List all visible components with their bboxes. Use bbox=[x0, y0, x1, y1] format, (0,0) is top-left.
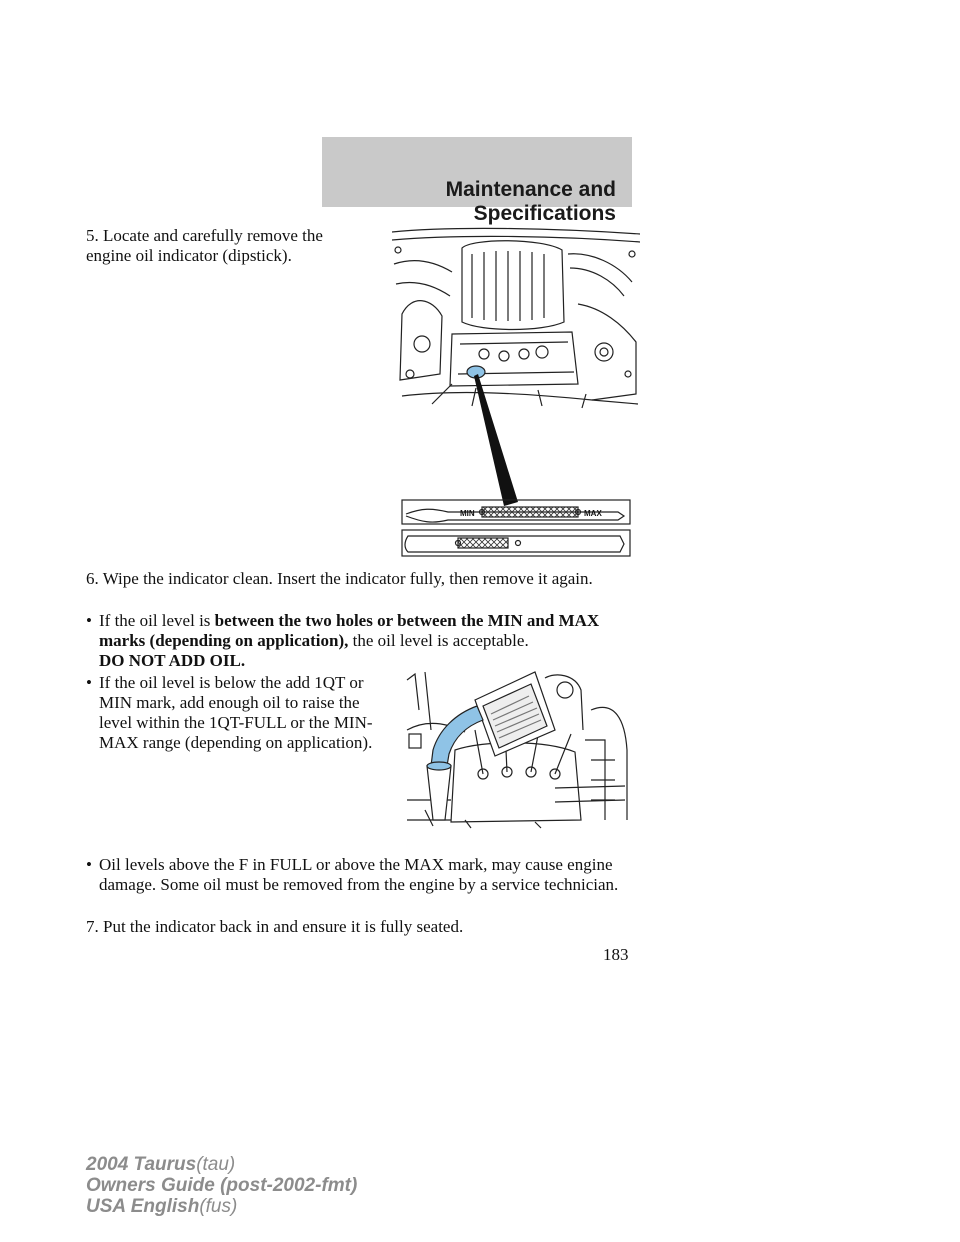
step-5-text: 5. Locate and carefully remove the engine oil indicator (dipstick). bbox=[86, 226, 323, 265]
step-7-text: 7. Put the indicator back in and ensure it is fully seated. bbox=[86, 917, 464, 936]
footer-model: 2004 Taurus bbox=[86, 1154, 197, 1175]
section-title: Maintenance and Specifications bbox=[445, 178, 616, 225]
bullet-1-prefix: If the oil level is bbox=[99, 611, 215, 630]
step-6-text: 6. Wipe the indicator clean. Insert the indicator fully, then remove it again. bbox=[86, 569, 593, 588]
footer-model-code: (tau) bbox=[196, 1154, 236, 1175]
bullet-dot: • bbox=[86, 673, 92, 692]
footer-language-code: (fus) bbox=[199, 1196, 238, 1217]
bullet-item-acceptable-level bbox=[86, 611, 646, 671]
engine-illustration bbox=[392, 226, 640, 412]
bullet-2-text: If the oil level is below the add 1QT or MIN mark, add enough oil to raise the level within the 1QT-FULL or the MIN-MAX range (depending on application). bbox=[99, 673, 373, 752]
max-label: MAX bbox=[584, 509, 602, 518]
add-oil-figure bbox=[405, 670, 631, 830]
do-not-add-oil: DO NOT ADD OIL. bbox=[99, 651, 246, 670]
footer-language: USA English bbox=[86, 1196, 200, 1217]
bullet-dot: • bbox=[86, 855, 92, 874]
bullet-item-overfill bbox=[86, 855, 646, 895]
footer-guide: Owners Guide (post-2002-fmt) bbox=[86, 1175, 358, 1196]
bullet-1-suffix: the oil level is acceptable. bbox=[348, 631, 529, 650]
bullet-dot: • bbox=[86, 611, 92, 630]
document-footer bbox=[86, 1154, 357, 1217]
min-label: MIN bbox=[460, 509, 475, 518]
bullet-item-add-oil bbox=[86, 673, 386, 753]
bullet-3-text: Oil levels above the F in FULL or above the MAX mark, may cause engine damage. Some oil must be removed from the engine by a service technician. bbox=[99, 855, 619, 894]
page-number: 183 bbox=[603, 945, 629, 964]
bullet-1-bold: between the two holes or between the MIN and MAX marks (depending on application), bbox=[99, 611, 600, 650]
engine-dipstick-figure bbox=[392, 224, 640, 562]
